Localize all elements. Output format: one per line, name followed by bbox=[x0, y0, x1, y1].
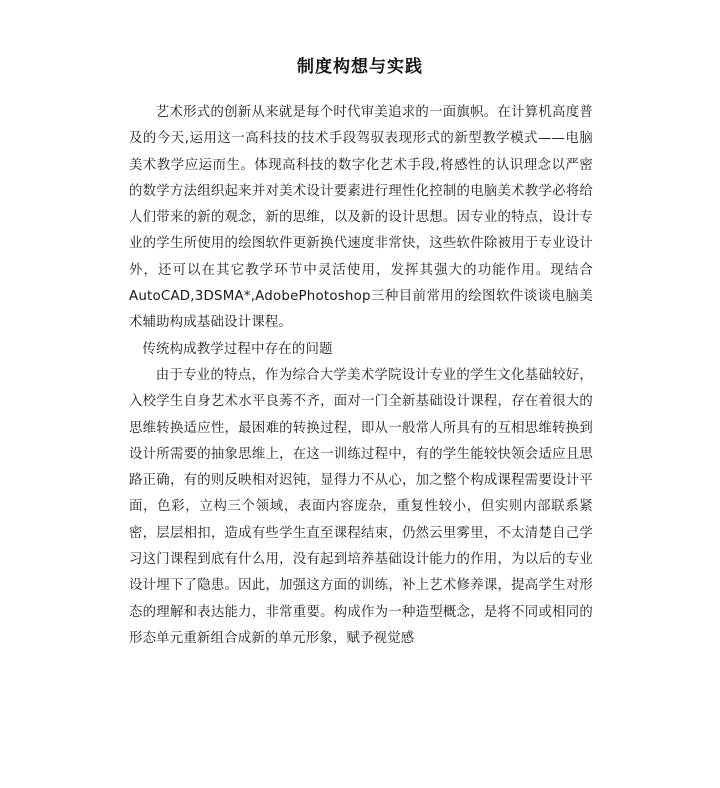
section-heading: 传统构成教学过程中存在的问题 bbox=[142, 341, 333, 357]
document-body bbox=[129, 100, 593, 652]
intro-paragraph: 艺术形式的创新从来就是每个时代审美追求的一面旗帜。在计算机高度普及的今天,运用这一高科技的技术手段驾驭表现形式的新型教学模式——电脑美术教学应运而生。体现高科技的数字化艺术手段,将感性的认识理念以严密的数学方法组织起来并对美术设计要素进行理性化控制的电脑美术教学必将给人们带来的新的观念，新的思维，以及新的设计思想。因专业的特点，设计专业的学生所使用的绘图软件更新换代速度非常快，这些软件除被用于专业设计外，还可以在其它教学环节中灵活使用，发挥其强大的功能作用。现结合AutoCAD,3DSMA*,AdobePhotoshop三种目前常用的绘图软件谈谈电脑美术辅助构成基础设计课程。 bbox=[129, 105, 593, 331]
document-title: 制度构想与实践 bbox=[297, 57, 423, 77]
section-paragraph: 由于专业的特点，作为综合大学美术学院设计专业的学生文化基础较好，入校学生自身艺术水平良莠不齐，面对一门全新基础设计课程，存在着很大的思维转换适应性，最困难的转换过程，即从一般常人所具有的互相思维转换到设计所需要的抽象思维上，在这一训练过程中，有的学生能较快领会适应且思路正确，有的则反映相对迟钝，显得力不从心，加之整个构成课程需要设计平面，色彩，立构三个领域，表面内容庞杂，重复性较小，但实则内部联系紧密，层层相扣，造成有些学生直至课程结束，仍然云里雾里，不太清楚自己学习这门课程到底有什么用，没有起到培养基础设计能力的作用，为以后的专业设计埋下了隐患。因此，加强这方面的训练，补上艺术修养课，提高学生对形态的理解和表达能力，非常重要。构成作为一种造型概念，是将不同或相同的形态单元重新组合成新的单元形象，赋予视觉感 bbox=[129, 367, 593, 646]
